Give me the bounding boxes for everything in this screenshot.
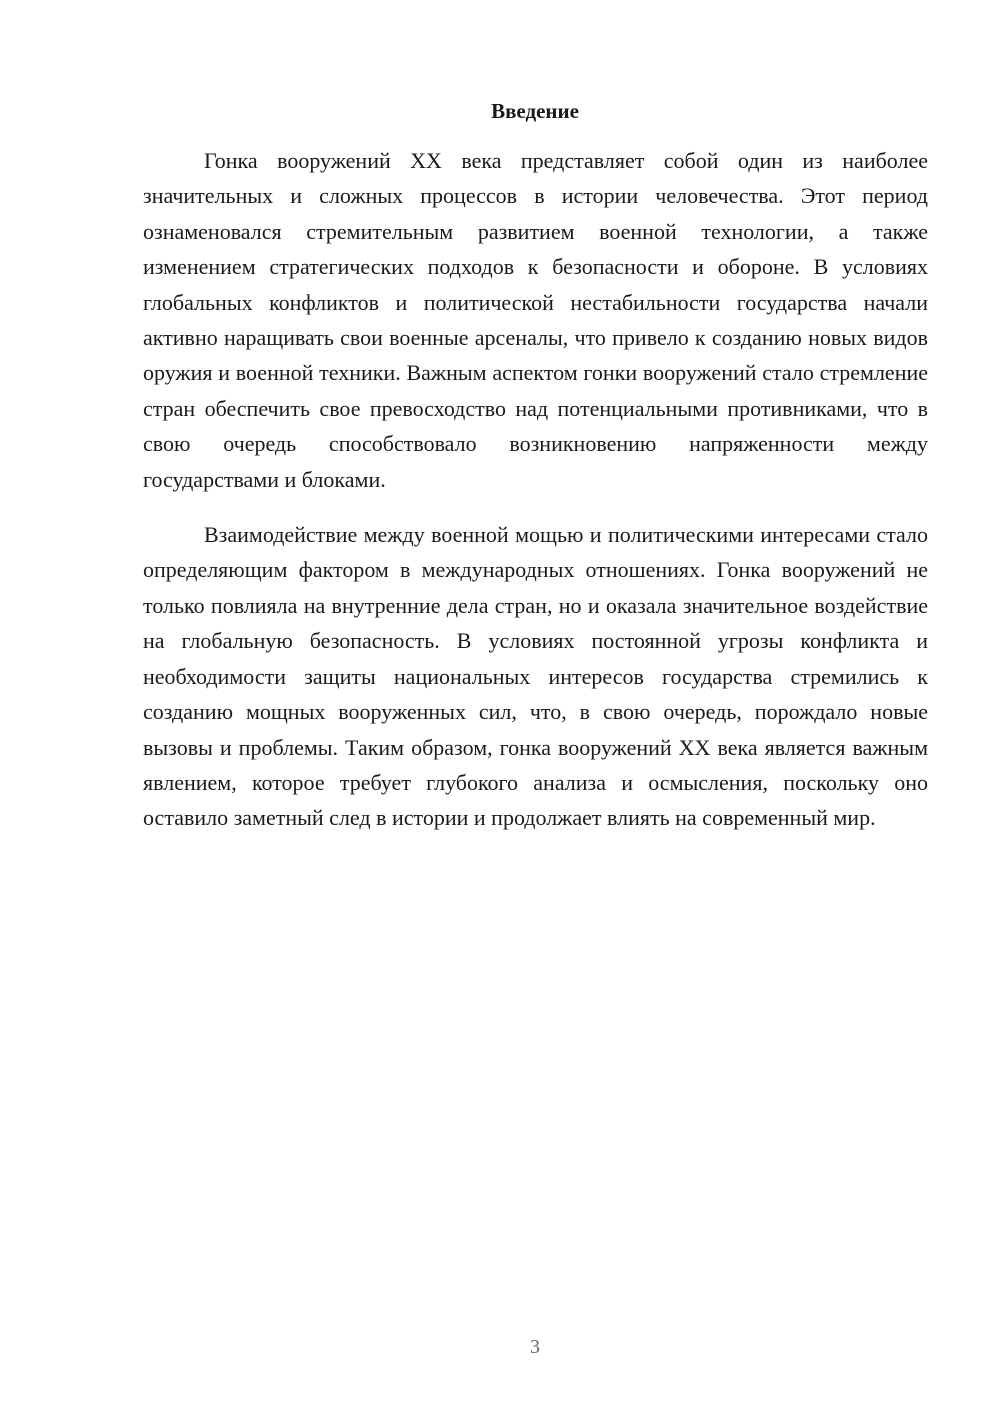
section-heading: Введение xyxy=(491,99,579,123)
paragraph-2: Взаимодействие между военной мощью и политическими интересами стало определяющим фактором в международных отношениях. Гонка вооружений не только повлияла на внутренние дела стран, но и оказала значительное воздействие на глобальную безопасность. В условиях постоянной угрозы конфликта и необходимости защиты национальных интересов государства стремились к созданию мощных вооруженных сил, что, в свою очередь, порождало новые вызовы и проблемы. Таким образом, гонка вооружений XX века является важным явлением, которое требует глубокого анализа и осмысления, поскольку оно оставило заметный след в истории и продолжает влиять на современный мир. xyxy=(143,522,928,831)
paragraph-1: Гонка вооружений XX века представляет собой один из наиболее значительных и сложных процессов в истории человечества. Этот период ознаменовался стремительным развитием военной технологии, а также изменением стратегических подходов к безопасности и обороне. В условиях глобальных конфликтов и политической нестабильности государства начали активно наращивать свои военные арсеналы, что привело к созданию новых видов оружия и военной техники. Важным аспектом гонки вооружений стало стремление стран обеспечить свое превосходство над потенциальными противниками, что в свою очередь способствовало возникновению напряженности между государствами и блоками. xyxy=(143,148,928,492)
document-body xyxy=(143,143,928,836)
page-number: 3 xyxy=(530,1336,540,1358)
